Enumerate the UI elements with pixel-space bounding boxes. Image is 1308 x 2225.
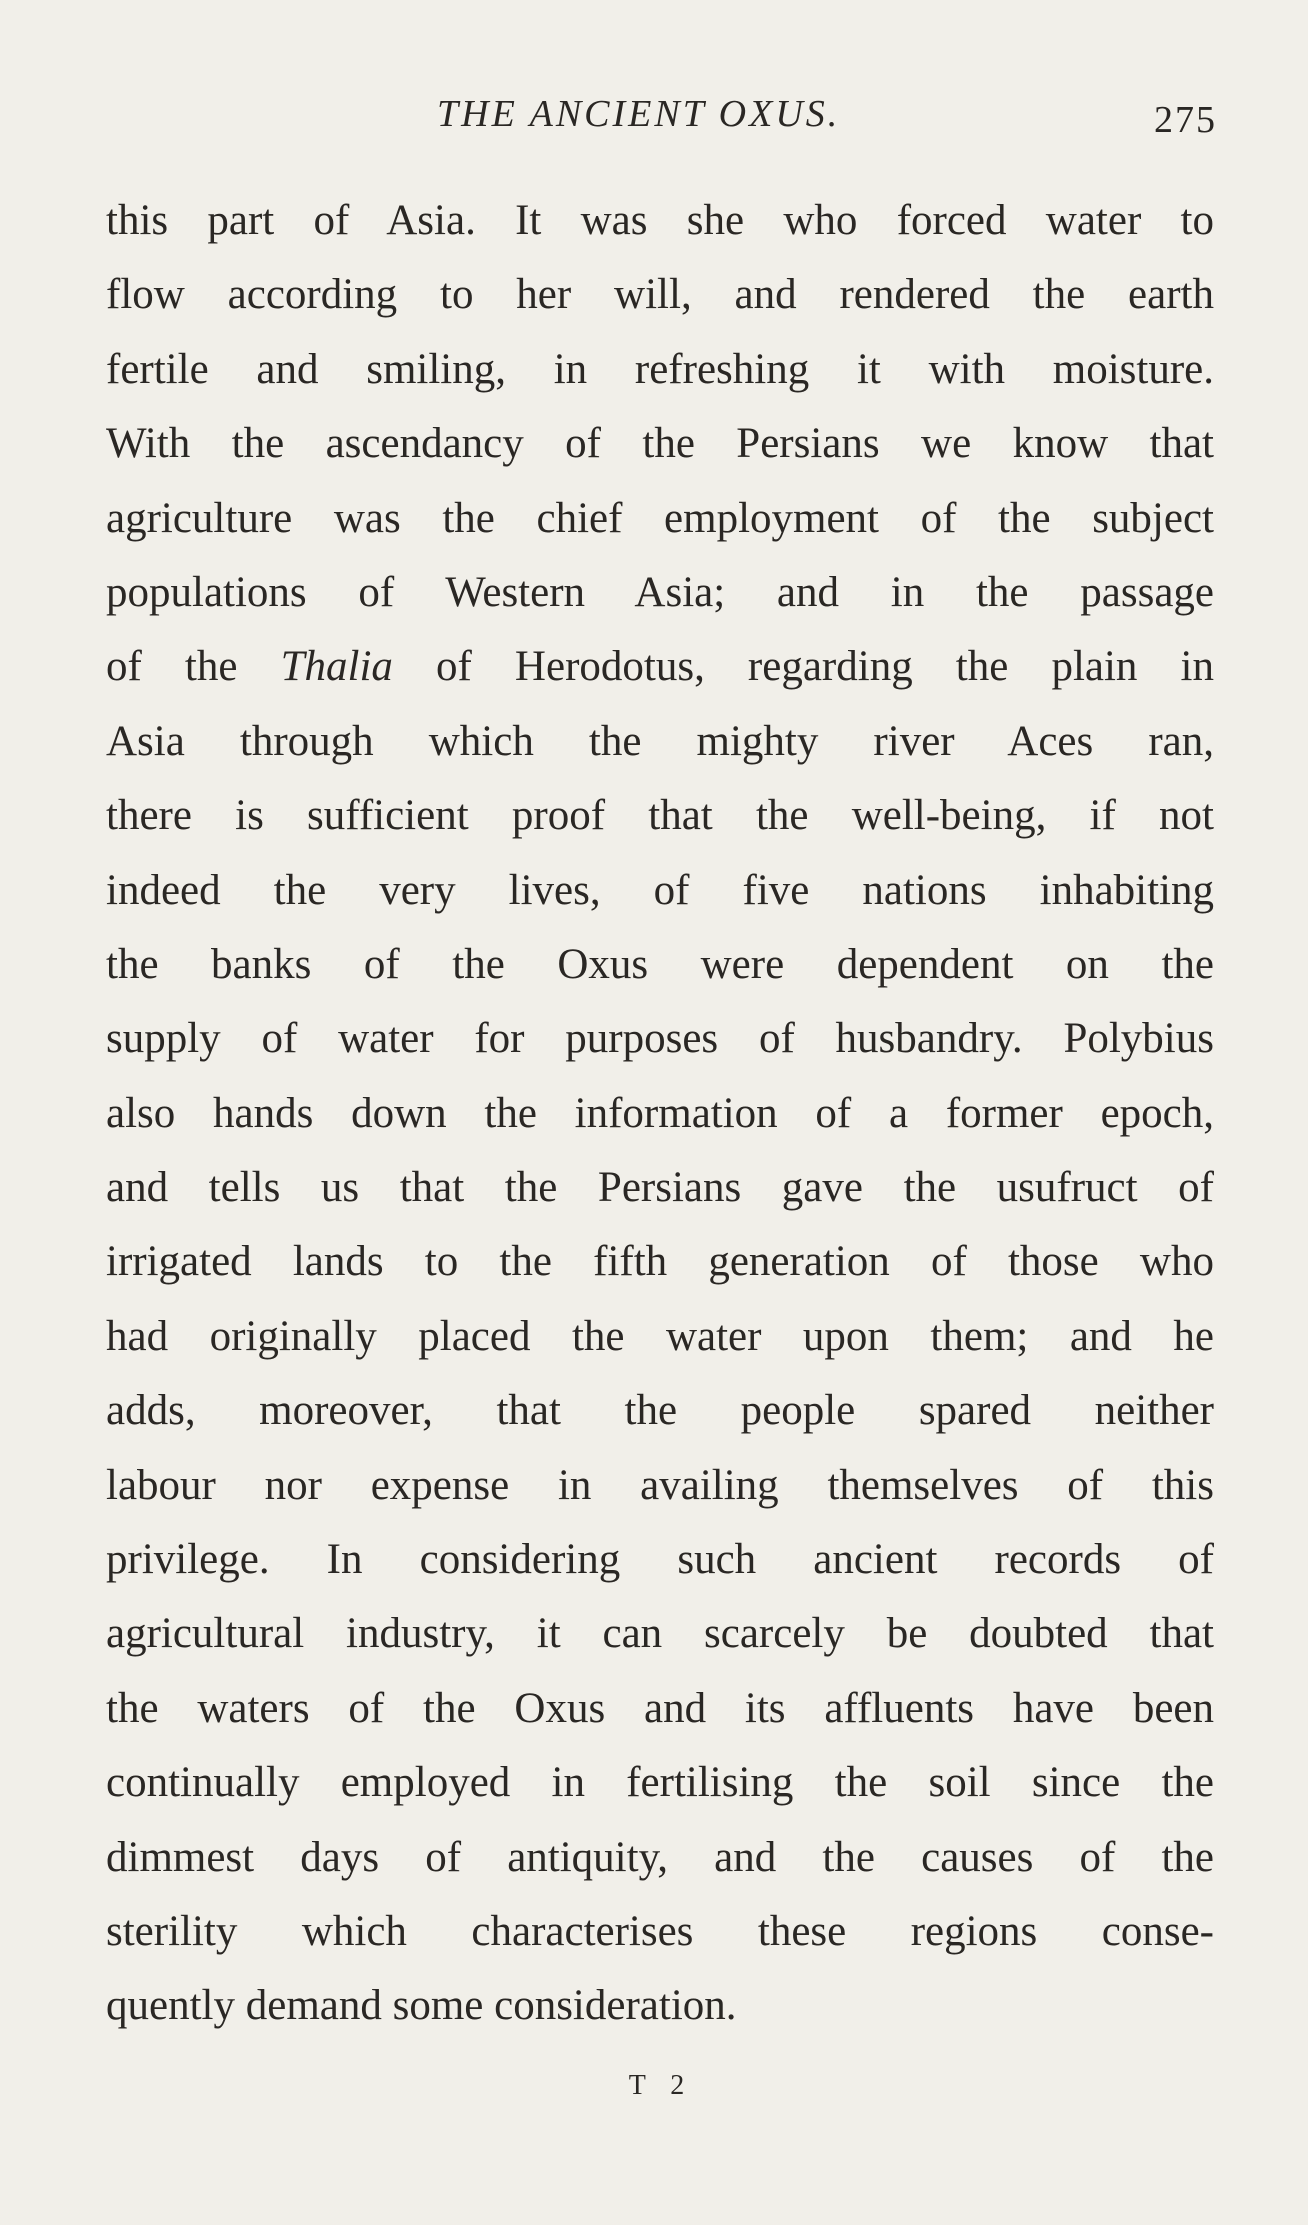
text-line: dimmest days of antiquity, and the causes of the [106, 1833, 1214, 1881]
text-line: With the ascendancy of the Persians we know that [106, 420, 1214, 468]
text-line: privilege. In considering such ancient records of [106, 1536, 1214, 1584]
text-line: continually employed in fertilising the soil since the [106, 1759, 1214, 1807]
text-line: also hands down the information of a former epoch, [106, 1089, 1214, 1137]
text-line: agriculture was the chief employment of the subject [106, 494, 1214, 542]
running-title: THE ANCIENT OXUS. [437, 93, 841, 135]
text-line: and tells us that the Persians gave the usufruct of [106, 1164, 1214, 1212]
text-line: labour nor expense in availing themselves of this [106, 1461, 1214, 1509]
body-text [106, 184, 1214, 2044]
text-line: had originally placed the water upon them; and he [106, 1312, 1214, 1360]
text-line: flow according to her will, and rendered the earth [106, 271, 1214, 319]
text-segment: of the [106, 643, 281, 691]
running-head [0, 86, 1308, 142]
text-line: the banks of the Oxus were dependent on the [106, 940, 1214, 988]
page-number: 275 [1154, 99, 1217, 141]
text-line: agricultural industry, it can scarcely be doubted that [106, 1610, 1214, 1658]
text-line: this part of Asia. It was she who forced water to [106, 197, 1214, 244]
text-line: irrigated lands to the fifth generation of those who [106, 1238, 1214, 1286]
text-segment: of Herodotus, regarding the plain in [392, 643, 1214, 691]
text-line: there is sufficient proof that the well-being, if not [106, 792, 1214, 840]
italic-title-thalia: Thalia [280, 643, 393, 691]
text-line [106, 630, 1214, 704]
text-line: Asia through which the mighty river Aces ran, [106, 717, 1214, 765]
text-line: sterility which characterises these regions conse- [106, 1907, 1214, 1955]
text-line: supply of water for purposes of husbandry. Polybius [106, 1015, 1214, 1063]
text-line: adds, moreover, that the people spared neither [106, 1387, 1214, 1435]
text-line: fertile and smiling, in refreshing it with moisture. [106, 345, 1214, 393]
text-line: populations of Western Asia; and in the passage [106, 568, 1214, 616]
signature-mark: T 2 [628, 2070, 694, 2101]
text-line: the waters of the Oxus and its affluents have been [106, 1684, 1214, 1732]
text-line: indeed the very lives, of five nations inhabiting [106, 866, 1214, 914]
text-line-last: quently demand some consideration. [106, 1982, 737, 2030]
